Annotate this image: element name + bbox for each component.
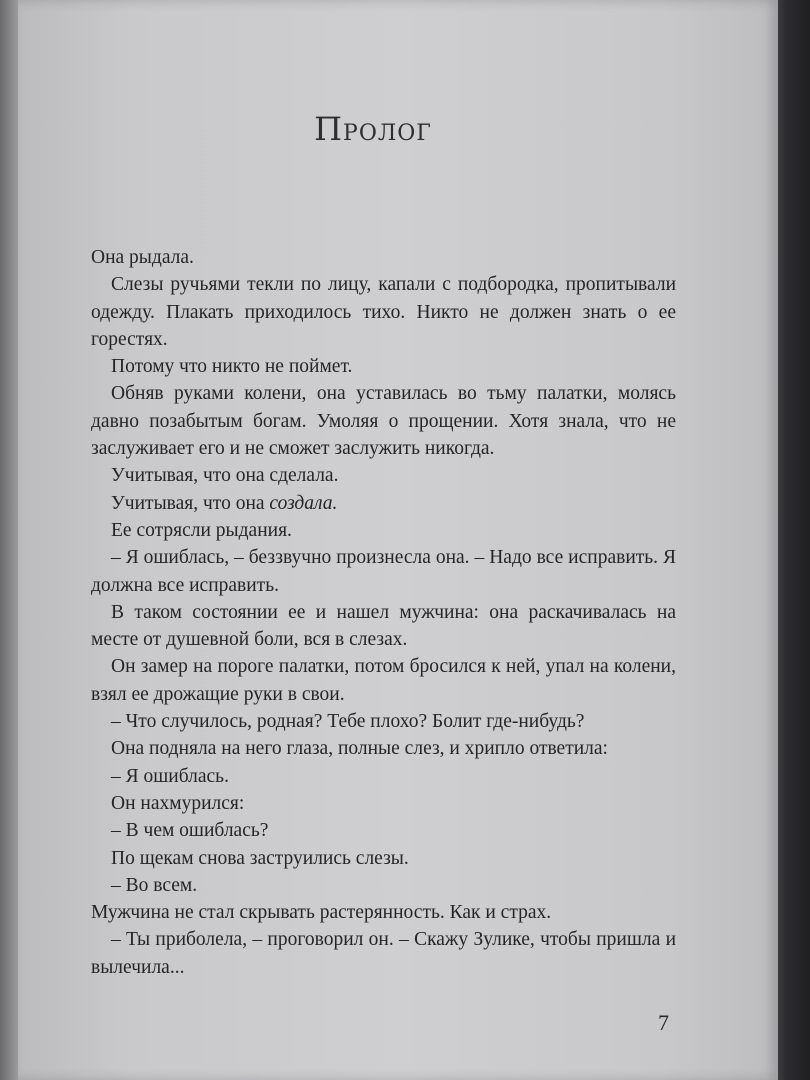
paragraph: – Во всем. xyxy=(111,874,198,896)
paragraph: – Ты приболела, – проговорил он. – Скажу Зулике, чтобы пришла и вылечила... xyxy=(91,929,676,978)
paragraph: Учитывая, что она сделала. xyxy=(111,465,339,487)
paragraph: – Я ошиблась, – беззвучно произнесла она. – Надо все исправить. Я должна все исправить. xyxy=(91,547,676,596)
emphasis-text: создала. xyxy=(269,492,338,514)
paragraph: По щекам снова заструились слезы. xyxy=(111,847,409,869)
paragraph-text: Учитывая, что она xyxy=(111,492,270,514)
paragraph xyxy=(91,490,676,517)
paragraph: В таком состоянии ее и нашел мужчина: она раскачивалась на месте от душевной боли, вся в слезах. xyxy=(91,601,676,651)
paragraph: Потому что никто не поймет. xyxy=(111,356,353,378)
book-page xyxy=(18,0,778,1080)
paragraph: Он нахмурился: xyxy=(111,792,245,814)
paragraph: – Я ошиблась. xyxy=(111,765,229,787)
paragraph: – Что случилось, родная? Тебе плохо? Болит где-нибудь? xyxy=(111,711,585,733)
paragraph: Он замер на пороге палатки, потом бросился к ней, упал на колени, взял ее дрожащие руки в свои. xyxy=(91,656,676,705)
paragraph: Она подняла на него глаза, полные слез, и хрипло ответила: xyxy=(111,738,608,760)
paragraph: Мужчина не стал скрывать растерянность. Как и страх. xyxy=(91,902,552,924)
body-text xyxy=(91,244,676,981)
paragraph: Обняв руками колени, она уставилась во тьму палатки, молясь давно позабытым богам. Умоляя о прощении. Хотя знала, что не заслуживает его и не сможет заслужить никогда. xyxy=(91,383,676,460)
page-number: 7 xyxy=(658,1010,669,1035)
paragraph: Ее сотрясли рыдания. xyxy=(111,519,292,541)
paragraph: Она рыдала. xyxy=(91,247,194,268)
chapter-title: Пролог xyxy=(314,110,432,148)
paragraph: – В чем ошиблась? xyxy=(111,820,269,842)
paragraph: Слезы ручьями текли по лицу, капали с подбородка, пропитывали одежду. Плакать приходилось тихо. Никто не должен знать о ее горестях. xyxy=(91,274,676,350)
